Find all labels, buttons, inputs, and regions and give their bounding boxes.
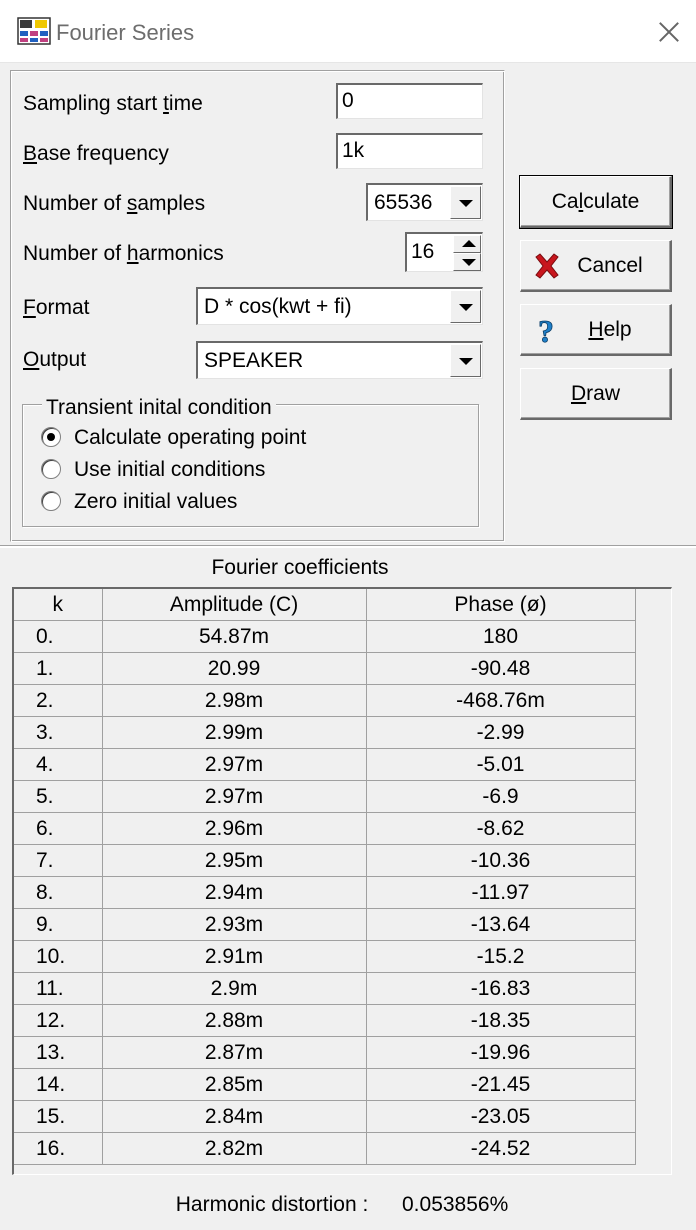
cell-k: 0. (14, 621, 102, 653)
cell-amplitude: 2.82m (102, 1133, 366, 1165)
table-row[interactable] (14, 845, 635, 877)
number-of-harmonics-label: Number of harmonics (23, 242, 224, 265)
cell-amplitude: 2.84m (102, 1101, 366, 1133)
output-value: SPEAKER (204, 349, 304, 372)
cell-amplitude: 2.9m (102, 973, 366, 1005)
cancel-button[interactable] (520, 240, 672, 292)
column-header-amplitude: Amplitude (C) (102, 589, 366, 621)
table-row[interactable] (14, 877, 635, 909)
table-row[interactable] (14, 909, 635, 941)
radio-use-initial-conditions[interactable] (41, 459, 61, 479)
number-of-samples-label: Number of samples (23, 192, 206, 215)
output-select[interactable] (196, 341, 483, 379)
draw-button-label: Draw (570, 382, 620, 405)
table-row[interactable] (14, 685, 635, 717)
harmonics-increment-button[interactable] (453, 235, 481, 253)
option-calculate-operating-point[interactable]: Calculate operating point (74, 426, 307, 449)
cancel-button-label: Cancel (577, 254, 643, 277)
option-use-initial-conditions[interactable]: Use initial conditions (74, 458, 266, 481)
cell-k: 4. (14, 749, 102, 781)
harmonic-distortion-label: Harmonic distortion : (175, 1193, 369, 1216)
format-label: Format (23, 296, 90, 319)
cell-amplitude: 54.87m (102, 621, 366, 653)
table-row[interactable] (14, 1069, 635, 1101)
cell-k: 3. (14, 717, 102, 749)
cell-phase: -6.9 (366, 781, 635, 813)
cell-k: 1. (14, 653, 102, 685)
arrow-down-icon (462, 259, 476, 266)
format-value: D * cos(kwt + fi) (204, 295, 352, 318)
cell-amplitude: 2.93m (102, 909, 366, 941)
table-row[interactable] (14, 813, 635, 845)
arrow-up-icon (462, 240, 476, 247)
cell-phase: -90.48 (366, 653, 635, 685)
table-header-row (14, 589, 635, 621)
cell-k: 6. (14, 813, 102, 845)
cell-phase: -18.35 (366, 1005, 635, 1037)
radio-zero-initial-values[interactable] (41, 491, 61, 511)
radio-calculate-operating-point[interactable] (41, 427, 61, 447)
option-zero-initial-values[interactable]: Zero initial values (74, 490, 238, 513)
cell-phase: -13.64 (366, 909, 635, 941)
coefficients-table (14, 589, 636, 1165)
svg-text:?: ? (538, 314, 554, 348)
cell-k: 10. (14, 941, 102, 973)
cell-k: 9. (14, 909, 102, 941)
cell-amplitude: 2.99m (102, 717, 366, 749)
cell-k: 11. (14, 973, 102, 1005)
radio-selected-dot (47, 433, 55, 441)
cell-amplitude: 2.96m (102, 813, 366, 845)
base-frequency-input[interactable]: 1k (336, 133, 483, 169)
sampling-start-time-label: Sampling start time (23, 92, 203, 115)
cell-k: 12. (14, 1005, 102, 1037)
cell-phase: -10.36 (366, 845, 635, 877)
cell-amplitude: 20.99 (102, 653, 366, 685)
chevron-down-icon (459, 200, 473, 207)
help-button[interactable] (520, 304, 672, 356)
fourier-coefficients-title: Fourier coefficients (211, 556, 389, 579)
cell-phase: -24.52 (366, 1133, 635, 1165)
cell-phase: -468.76m (366, 685, 635, 717)
output-label: Output (23, 348, 87, 371)
window-title: Fourier Series (56, 20, 195, 45)
cell-phase: 180 (366, 621, 635, 653)
samples-dropdown-button[interactable] (450, 186, 481, 219)
cell-k: 8. (14, 877, 102, 909)
cell-phase: -19.96 (366, 1037, 635, 1069)
table-row[interactable] (14, 941, 635, 973)
app-icon (17, 16, 51, 46)
cell-amplitude: 2.94m (102, 877, 366, 909)
cell-k: 7. (14, 845, 102, 877)
format-select[interactable] (196, 287, 483, 325)
cell-k: 2. (14, 685, 102, 717)
cell-amplitude: 2.87m (102, 1037, 366, 1069)
cell-amplitude: 2.97m (102, 749, 366, 781)
cell-k: 14. (14, 1069, 102, 1101)
number-of-harmonics-value: 16 (411, 240, 435, 263)
draw-button[interactable] (520, 368, 672, 420)
cell-k: 15. (14, 1101, 102, 1133)
calculate-button-label: Calculate (551, 190, 640, 213)
sampling-start-time-input[interactable]: 0 (336, 83, 483, 119)
help-button-label: Help (588, 318, 632, 341)
number-of-harmonics-spinner[interactable] (405, 232, 483, 272)
cell-phase: -2.99 (366, 717, 635, 749)
cell-phase: -11.97 (366, 877, 635, 909)
table-row[interactable] (14, 717, 635, 749)
chevron-down-icon (459, 358, 473, 365)
cell-phase: -23.05 (366, 1101, 635, 1133)
harmonic-distortion-value: 0.053856% (402, 1193, 509, 1216)
harmonics-decrement-button[interactable] (453, 253, 481, 271)
table-row[interactable] (14, 1101, 635, 1133)
table-row[interactable] (14, 653, 635, 685)
table-row[interactable] (14, 1005, 635, 1037)
cell-amplitude: 2.97m (102, 781, 366, 813)
output-dropdown-button[interactable] (450, 344, 481, 377)
transient-group-title: Transient inital condition (42, 396, 276, 420)
number-of-samples-value: 65536 (374, 191, 433, 214)
table-row[interactable] (14, 621, 635, 653)
cell-phase: -16.83 (366, 973, 635, 1005)
close-icon[interactable] (638, 0, 696, 62)
base-frequency-label: Base frequency (23, 142, 169, 165)
cell-phase: -8.62 (366, 813, 635, 845)
table-row[interactable] (14, 781, 635, 813)
cell-k: 16. (14, 1133, 102, 1165)
cell-amplitude: 2.88m (102, 1005, 366, 1037)
title-bar (0, 0, 696, 63)
table-row[interactable] (14, 1037, 635, 1069)
cell-phase: -21.45 (366, 1069, 635, 1101)
coefficients-table-body (14, 621, 635, 1165)
number-of-samples-select[interactable] (366, 183, 483, 221)
section-divider (0, 545, 696, 548)
cell-k: 5. (14, 781, 102, 813)
cell-phase: -5.01 (366, 749, 635, 781)
calculate-button[interactable] (520, 176, 672, 228)
cell-amplitude: 2.85m (102, 1069, 366, 1101)
cell-phase: -15.2 (366, 941, 635, 973)
cell-amplitude: 2.98m (102, 685, 366, 717)
coefficients-table-frame (12, 587, 672, 1175)
table-row[interactable] (14, 1133, 635, 1165)
cell-amplitude: 2.95m (102, 845, 366, 877)
cell-k: 13. (14, 1037, 102, 1069)
column-header-phase: Phase (ø) (366, 589, 635, 621)
table-row[interactable] (14, 973, 635, 1005)
cell-amplitude: 2.91m (102, 941, 366, 973)
harmonic-distortion-readout (12, 1193, 672, 1217)
column-header-k: k (14, 589, 102, 621)
format-dropdown-button[interactable] (450, 290, 481, 323)
table-row[interactable] (14, 749, 635, 781)
chevron-down-icon (459, 304, 473, 311)
